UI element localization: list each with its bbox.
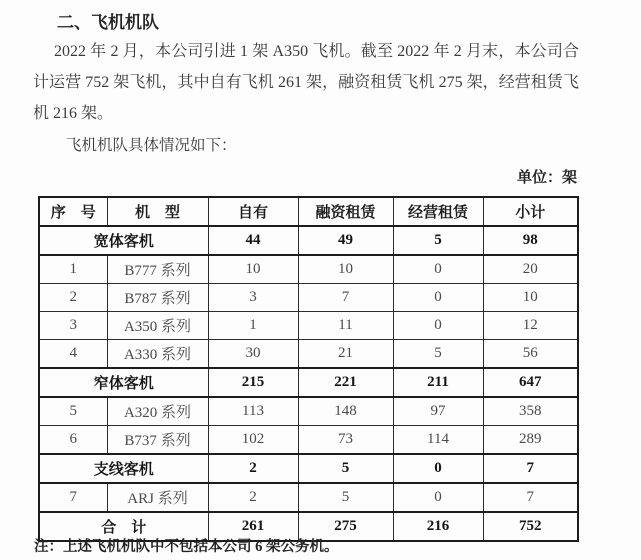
header-cell-subtotal: 小计 bbox=[483, 197, 578, 226]
value-cell: 275 bbox=[298, 512, 393, 541]
value-cell: 12 bbox=[483, 312, 578, 340]
value-cell: 114 bbox=[393, 426, 483, 455]
value-cell: 211 bbox=[393, 368, 483, 397]
fleet-row-a320 bbox=[39, 397, 578, 426]
fleet-row-a350 bbox=[39, 312, 578, 340]
value-cell: 49 bbox=[298, 226, 393, 255]
seq-cell: 3 bbox=[39, 312, 107, 340]
category-row-narrowbody bbox=[39, 368, 578, 397]
value-cell: 10 bbox=[208, 255, 298, 284]
value-cell: 11 bbox=[298, 312, 393, 340]
model-cell: ARJ 系列 bbox=[107, 483, 208, 512]
fleet-row-arj bbox=[39, 483, 578, 512]
value-cell: 56 bbox=[483, 340, 578, 369]
seq-cell: 4 bbox=[39, 340, 107, 369]
value-cell: 0 bbox=[393, 483, 483, 512]
value-cell: 7 bbox=[298, 284, 393, 312]
seq-cell: 2 bbox=[39, 284, 107, 312]
value-cell: 0 bbox=[393, 454, 483, 483]
value-cell: 2 bbox=[208, 483, 298, 512]
fleet-row-b777 bbox=[39, 255, 578, 284]
category-label-cell: 窄体客机 bbox=[39, 368, 208, 397]
value-cell: 3 bbox=[208, 284, 298, 312]
total-label-cell: 合 计 bbox=[39, 512, 208, 541]
seq-cell: 5 bbox=[39, 397, 107, 426]
value-cell: 5 bbox=[298, 454, 393, 483]
value-cell: 113 bbox=[208, 397, 298, 426]
value-cell: 2 bbox=[208, 454, 298, 483]
seq-cell: 7 bbox=[39, 483, 107, 512]
model-cell: B787 系列 bbox=[107, 284, 208, 312]
value-cell: 97 bbox=[393, 397, 483, 426]
model-cell: A350 系列 bbox=[107, 312, 208, 340]
fleet-table bbox=[38, 196, 579, 542]
value-cell: 20 bbox=[483, 255, 578, 284]
header-cell-seq: 序 号 bbox=[39, 197, 107, 226]
section-heading: 二、飞机机队 bbox=[57, 13, 159, 32]
value-cell: 102 bbox=[208, 426, 298, 455]
value-cell: 0 bbox=[393, 284, 483, 312]
value-cell: 7 bbox=[483, 483, 578, 512]
model-cell: B777 系列 bbox=[107, 255, 208, 284]
value-cell: 10 bbox=[483, 284, 578, 312]
value-cell: 0 bbox=[393, 312, 483, 340]
fleet-row-b787 bbox=[39, 284, 578, 312]
header-cell-owned: 自有 bbox=[208, 197, 298, 226]
intro-paragraph: 2022 年 2 月，本公司引进 1 架 A350 飞机。截至 2022 年 2 月末，本公司合计运营 752 架飞机，其中自有飞机 261 架，融资租赁飞机 275 架，经营租赁飞机 216 架。 bbox=[33, 43, 579, 122]
category-row-regional bbox=[39, 454, 578, 483]
value-cell: 647 bbox=[483, 368, 578, 397]
value-cell: 5 bbox=[393, 340, 483, 369]
value-cell: 10 bbox=[298, 255, 393, 284]
value-cell: 289 bbox=[483, 426, 578, 455]
value-cell: 148 bbox=[298, 397, 393, 426]
value-cell: 0 bbox=[393, 255, 483, 284]
value-cell: 261 bbox=[208, 512, 298, 541]
seq-cell: 6 bbox=[39, 426, 107, 455]
value-cell: 216 bbox=[393, 512, 483, 541]
value-cell: 5 bbox=[298, 483, 393, 512]
model-cell: B737 系列 bbox=[107, 426, 208, 455]
fleet-row-a330 bbox=[39, 340, 578, 369]
category-label-cell: 宽体客机 bbox=[39, 226, 208, 255]
header-cell-model: 机 型 bbox=[107, 197, 208, 226]
seq-cell: 1 bbox=[39, 255, 107, 284]
value-cell: 1 bbox=[208, 312, 298, 340]
fleet-row-b737 bbox=[39, 426, 578, 455]
value-cell: 21 bbox=[298, 340, 393, 369]
table-intro-text: 飞机机队具体情况如下： bbox=[66, 137, 237, 154]
value-cell: 752 bbox=[483, 512, 578, 541]
value-cell: 73 bbox=[298, 426, 393, 455]
table-header-row bbox=[39, 197, 578, 226]
value-cell: 44 bbox=[208, 226, 298, 255]
value-cell: 7 bbox=[483, 454, 578, 483]
model-cell: A320 系列 bbox=[107, 397, 208, 426]
category-row-widebody bbox=[39, 226, 578, 255]
model-cell: A330 系列 bbox=[107, 340, 208, 369]
value-cell: 221 bbox=[298, 368, 393, 397]
value-cell: 5 bbox=[393, 226, 483, 255]
value-cell: 215 bbox=[208, 368, 298, 397]
unit-label: 单位：架 bbox=[516, 170, 577, 186]
value-cell: 98 bbox=[483, 226, 578, 255]
footnote: 注：上述飞机机队中不包括本公司 6 架公务机。 bbox=[34, 539, 339, 555]
header-cell-finance-lease: 融资租赁 bbox=[298, 197, 393, 226]
category-label-cell: 支线客机 bbox=[39, 454, 208, 483]
header-cell-operating-lease: 经营租赁 bbox=[393, 197, 483, 226]
value-cell: 30 bbox=[208, 340, 298, 369]
value-cell: 358 bbox=[483, 397, 578, 426]
